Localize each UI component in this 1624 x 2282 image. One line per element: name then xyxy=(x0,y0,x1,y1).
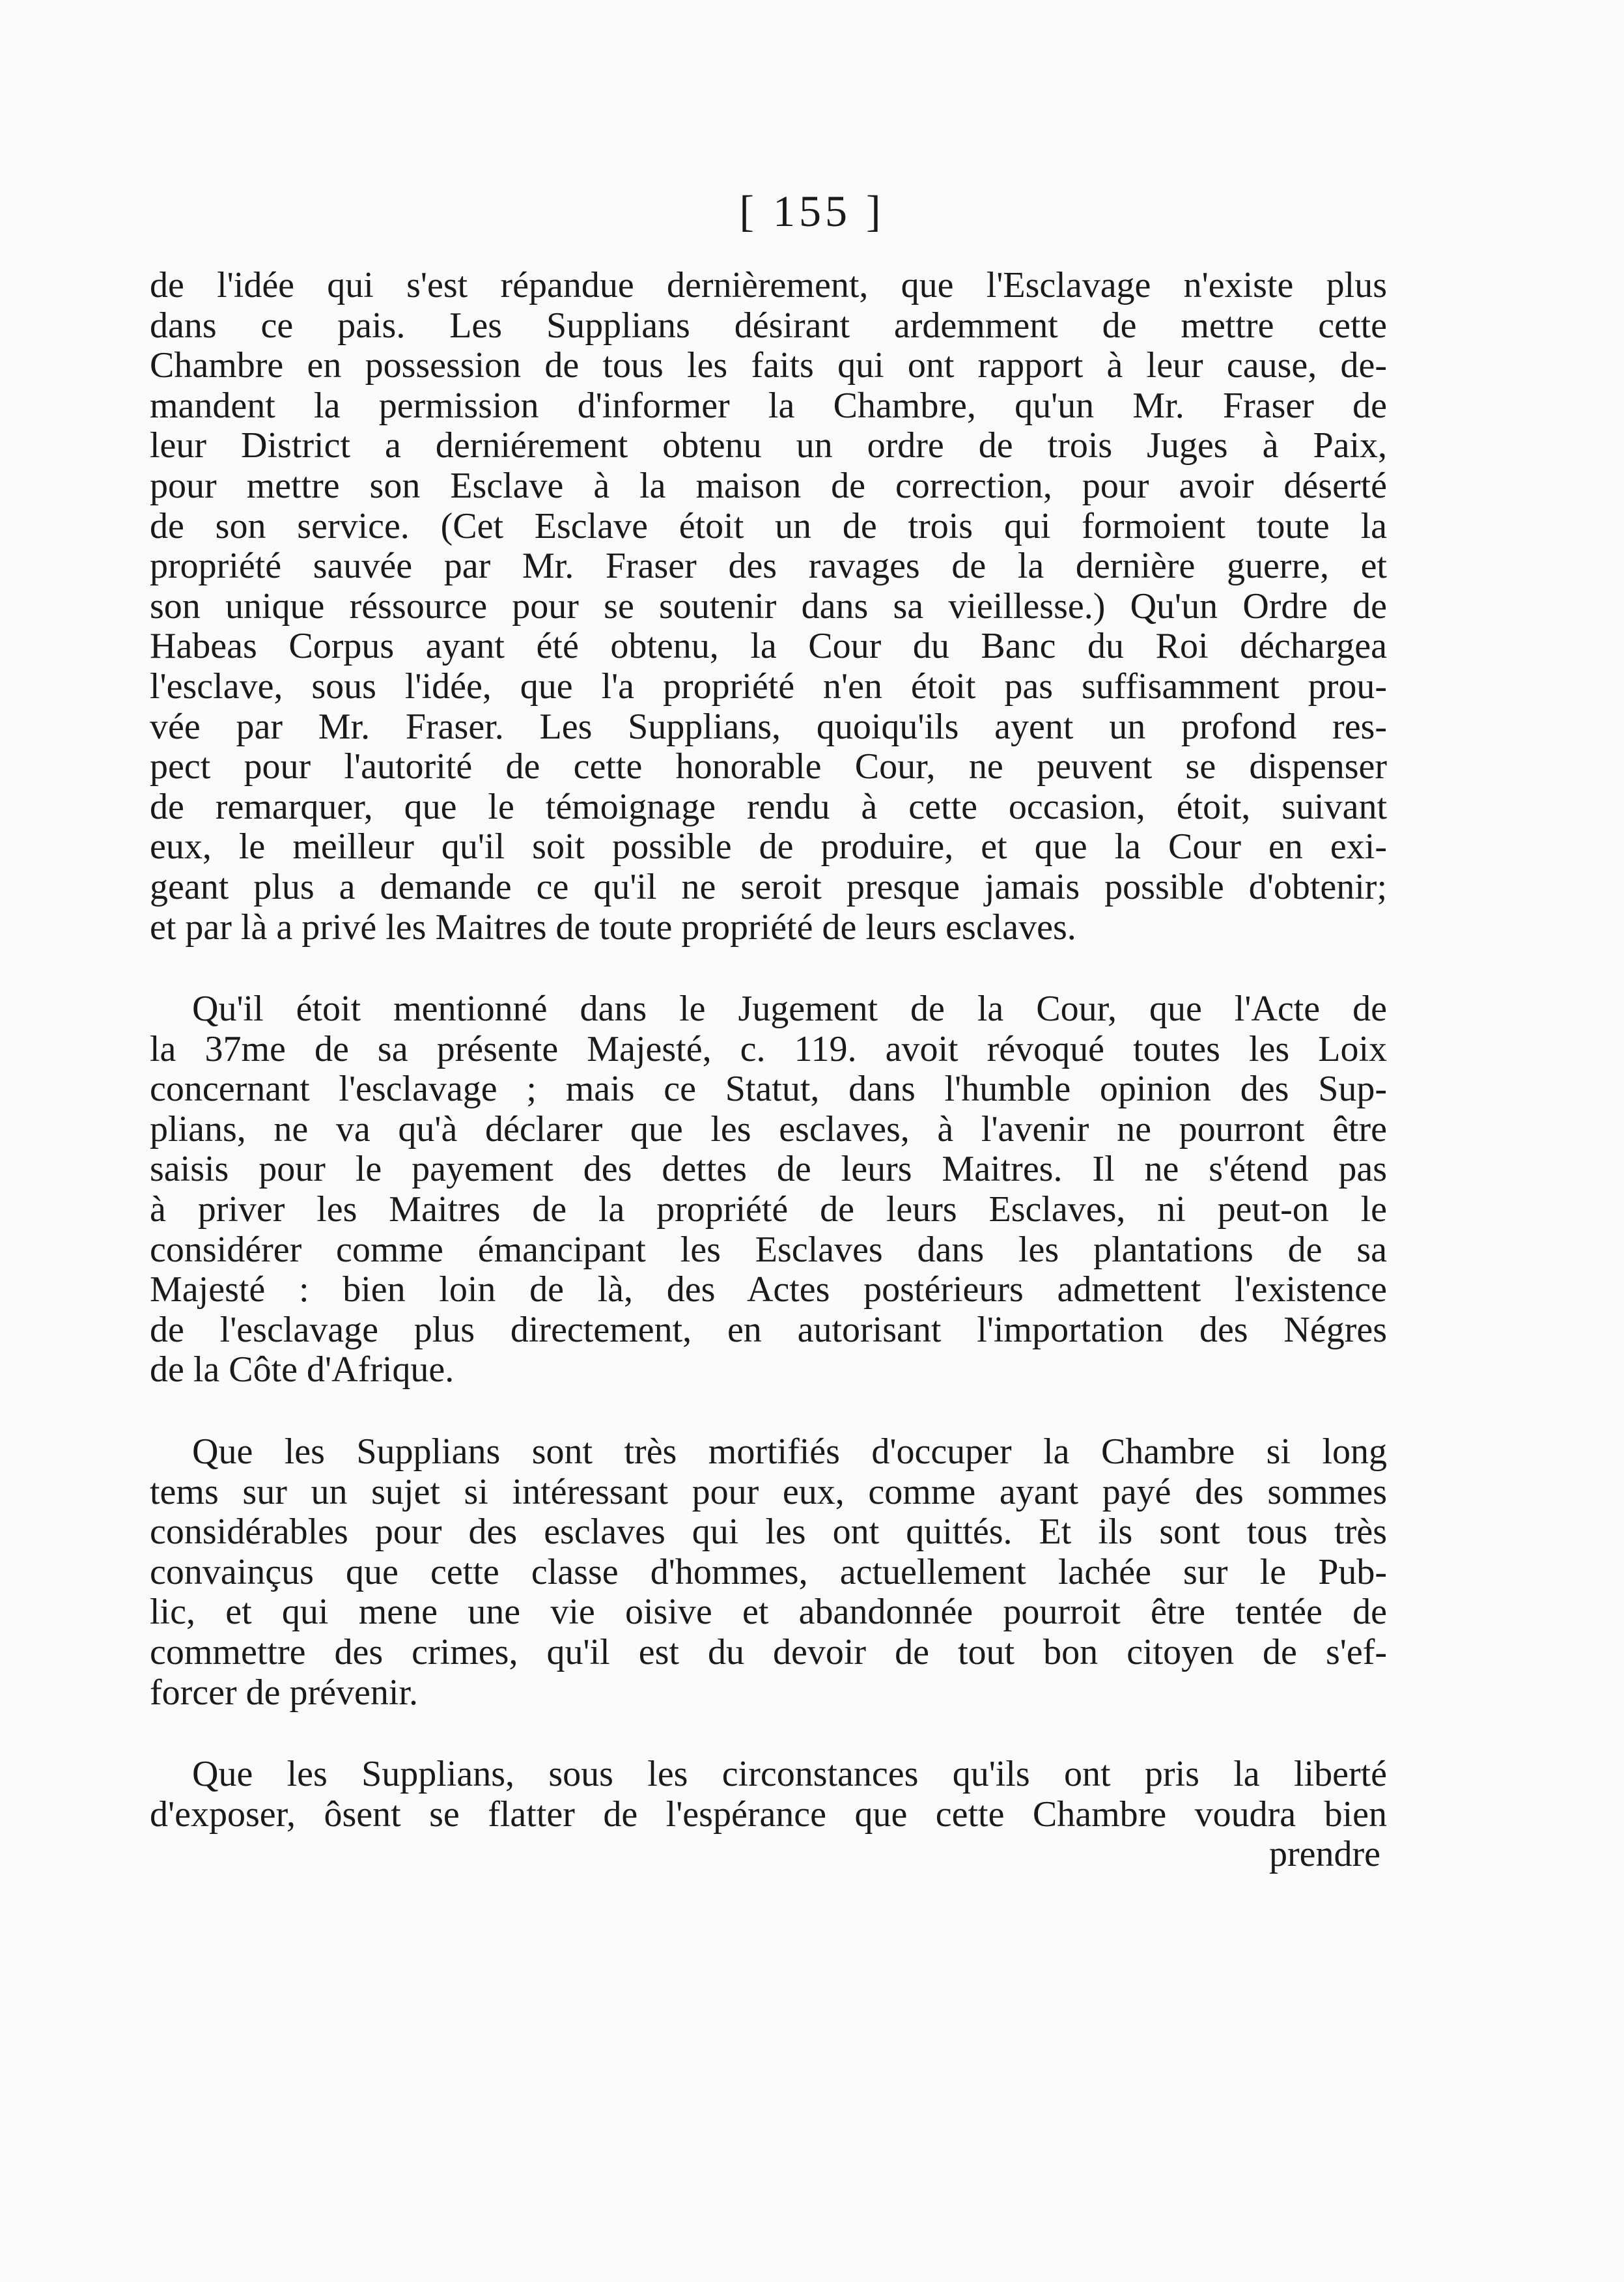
text-line: geant plus a demande ce qu'il ne seroit presque jamais possible d'obtenir; xyxy=(150,866,1387,907)
text-line: propriété sauvée par Mr. Fraser des ravages de la dernière guerre, et xyxy=(150,546,1387,587)
body-text xyxy=(150,266,1387,1875)
text-line: de la Côte d'Afrique. xyxy=(150,1349,455,1390)
text-line: pect pour l'autorité de cette honorable Cour, ne peuvent se dispenser xyxy=(150,746,1387,787)
text-line: tems sur un sujet si intéressant pour eux, comme ayant payé des sommes xyxy=(150,1471,1387,1512)
text-line: considérer comme émancipant les Esclaves dans les plantations de sa xyxy=(150,1229,1387,1270)
text-line: Que les Supplians, sous les circonstances qu'ils ont pris la liberté xyxy=(192,1754,1387,1795)
paragraph xyxy=(150,1754,1387,1835)
text-line: Qu'il étoit mentionné dans le Jugement de la Cour, que l'Acte de xyxy=(192,989,1387,1030)
paragraph xyxy=(150,1432,1387,1713)
text-line: Habeas Corpus ayant été obtenu, la Cour du Banc du Roi déchargea xyxy=(150,626,1387,667)
text-line: forcer de prévenir. xyxy=(150,1672,418,1713)
text-line: convainçus que cette classe d'hommes, actuellement lachée sur le Pub- xyxy=(150,1551,1387,1592)
text-line: de remarquer, que le témoignage rendu à cette occasion, étoit, suivant xyxy=(150,786,1387,827)
text-line: Majesté : bien loin de là, des Actes postérieurs admettent l'existence xyxy=(150,1269,1387,1310)
text-line: plians, ne va qu'à déclarer que les esclaves, à l'avenir ne pourront être xyxy=(150,1108,1387,1149)
text-line: l'esclave, sous l'idée, que l'a propriété n'en étoit pas suffisamment prou- xyxy=(150,666,1387,707)
text-line: considérables pour des esclaves qui les ont quittés. Et ils sont tous très xyxy=(150,1512,1387,1553)
text-line: et par là a privé les Maitres de toute propriété de leurs esclaves. xyxy=(150,907,1076,948)
text-line: la 37me de sa présente Majesté, c. 119. avoit révoqué toutes les Loix xyxy=(150,1028,1387,1069)
catchword: prendre xyxy=(1268,1834,1380,1875)
text-line: mandent la permission d'informer la Chambre, qu'un Mr. Fraser de xyxy=(150,385,1387,426)
paragraph-gap xyxy=(150,948,1387,989)
text-line: son unique réssource pour se soutenir dans sa vieillesse.) Qu'un Ordre de xyxy=(150,585,1387,627)
paragraph-gap xyxy=(150,1390,1387,1432)
paragraph-gap xyxy=(150,1713,1387,1754)
text-line: pour mettre son Esclave à la maison de correction, pour avoir déserté xyxy=(150,465,1387,506)
text-line: de son service. (Cet Esclave étoit un de trois qui formoient toute la xyxy=(150,505,1387,546)
paragraph xyxy=(150,989,1387,1390)
text-line: à priver les Maitres de la propriété de leurs Esclaves, ni peut-on le xyxy=(150,1189,1387,1230)
text-line: d'exposer, ôsent se flatter de l'espérance que cette Chambre voudra bien xyxy=(150,1794,1387,1835)
text-line: commettre des crimes, qu'il est du devoir de tout bon citoyen de s'ef- xyxy=(150,1632,1387,1672)
text-line: lic, et qui mene une vie oisive et abandonnée pourroit être tentée de xyxy=(150,1592,1387,1633)
paragraph xyxy=(150,266,1387,948)
page-number-header: [ 155 ] xyxy=(739,186,885,236)
text-line: vée par Mr. Fraser. Les Supplians, quoiqu'ils ayent un profond res- xyxy=(150,706,1387,747)
text-line: saisis pour le payement des dettes de leurs Maitres. Il ne s'étend pas xyxy=(150,1149,1387,1190)
text-line: de l'esclavage plus directement, en autorisant l'importation des Négres xyxy=(150,1309,1387,1350)
text-line: de l'idée qui s'est répandue dernièrement, que l'Esclavage n'existe plus xyxy=(150,265,1387,305)
text-line: leur District a derniérement obtenu un ordre de trois Juges à Paix, xyxy=(150,425,1387,466)
text-line: Que les Supplians sont très mortifiés d'occuper la Chambre si long xyxy=(192,1431,1387,1472)
text-line: dans ce pais. Les Supplians désirant ardemment de mettre cette xyxy=(150,305,1387,346)
text-line: eux, le meilleur qu'il soit possible de produire, et que la Cour en exi- xyxy=(150,826,1387,867)
text-line: concernant l'esclavage ; mais ce Statut, dans l'humble opinion des Sup- xyxy=(150,1069,1387,1110)
text-line: Chambre en possession de tous les faits qui ont rapport à leur cause, de- xyxy=(150,345,1387,386)
